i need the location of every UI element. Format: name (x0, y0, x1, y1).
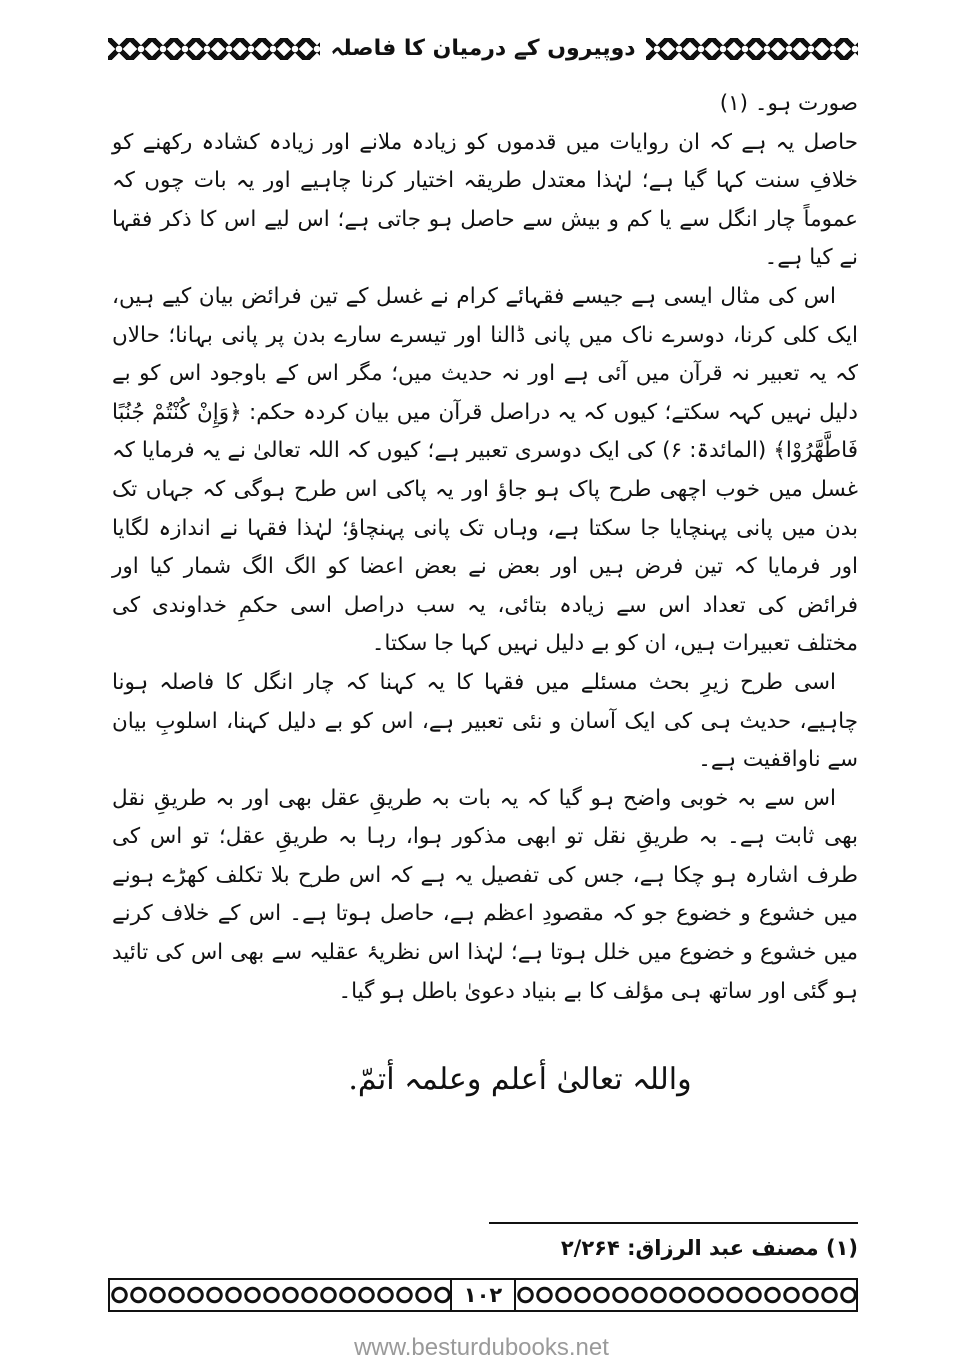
paragraph-4: اسی طرح زیرِ بحث مسئلے میں فقہا کا یہ کہنا کہ چار انگل کا فاصلہ ہونا چاہیے، حدیث ہی کی ایک آسان و نئی تعبیر ہے، اس کو بے دلیل کہنا، اسلوبِ بیان سے ناواقفیت ہے۔ (112, 669, 858, 773)
running-title: دوپیروں کے درمیان کا فاصلہ (330, 36, 636, 61)
footnote-rule (489, 1222, 858, 1224)
header-ornament-right (646, 38, 858, 60)
footnote: (۱) مصنف عبد الرزاق: ۲/۲۶۴ (560, 1236, 858, 1260)
footer-band (108, 1278, 858, 1312)
paragraph-1: صورت ہو۔ (۱) (719, 91, 858, 116)
paragraph-5: اس سے بہ خوبی واضح ہو گیا کہ یہ بات بہ طریقِ عقل بھی اور بہ طریقِ نقل بھی ثابت ہے۔ بہ طریقِ نقل تو ابھی مذکور ہوا، رہا بہ طریقِ عقل؛ تو اس کی طرف اشارہ ہو چکا ہے، جس کی تفصیل یہ ہے کہ اس طرح بلا تکلف کھڑے ہونے میں خشوع و خضوع جو کہ مقصودِ اعظم ہے، حاصل ہوتا ہے۔ اس کے خلاف کرنے میں خشوع و خضوع میں خلل ہوتا ہے؛ لہٰذا اس نظریۂ عقلیہ سے بھی اس کی تائید ہو گئی اور ساتھ ہی مؤلف کا بے بنیاد دعویٰ باطل ہو گیا۔ (112, 785, 858, 1004)
header-band (108, 32, 858, 66)
closing-formula: واللہ تعالیٰ أعلم وعلمہ أتمّ. (348, 1062, 692, 1097)
footer-ornament-right (516, 1280, 856, 1310)
paragraph-2: حاصل یہ ہے کہ ان روایات میں قدموں کو زیادہ ملانے اور زیادہ کشادہ رکھنے کو خلافِ سنت کہا گیا ہے؛ لہٰذا معتدل طریقہ اختیار کرنا چاہیے اور یہ بات چوں کہ عموماً چار انگل سے یا کم و بیش سے حاصل ہو جاتی ہے؛ اس لیے اس کا ذکر فقہا نے کیا ہے۔ (112, 129, 858, 271)
page-number: ۱۰۲ (450, 1280, 516, 1310)
footer-ornament-left (110, 1280, 450, 1310)
body-text (112, 85, 858, 1011)
watermark: www.besturdubooks.net (354, 1334, 609, 1361)
paragraph-3: اس کی مثال ایسی ہے جیسے فقہائے کرام نے غسل کے تین فرائض بیان کیے ہیں، ایک کلی کرنا، دوسرے ناک میں پانی ڈالنا اور تیسرے سارے بدن پر پانی بہانا؛ حالاں کہ یہ تعبیر نہ قرآن میں آئی ہے اور نہ حدیث میں؛ مگر اس کے باوجود اس کو بے دلیل نہیں کہہ سکتے؛ کیوں کہ یہ دراصل قرآن میں بیان کردہ حکم: ﴿وَإِنْ كُنْتُمْ جُنُبًا فَاطَّهَّرُوْا﴾ (المائدۃ: ۶) کی ایک دوسری تعبیر ہے؛ کیوں کہ اللہ تعالیٰ نے یہ فرمایا کہ غسل میں خوب اچھی طرح پاک ہو جاؤ اور یہ پاکی اس طرح ہوگی کہ جہاں تک بدن میں پانی پہنچایا جا سکتا ہے، وہاں تک پانی پہنچاؤ؛ لہٰذا فقہا نے اندازہ لگایا اور فرمایا کہ تین فرض ہیں اور بعض نے بعض اعضا کو الگ الگ شمار کیا اور فرائض کی تعداد اس سے زیادہ بتائی، یہ سب دراصل اسی حکمِ خداوندی کی مختلف تعبیرات ہیں، ان کو بے دلیل نہیں کہا جا سکتا۔ (112, 283, 858, 657)
header-ornament-left (108, 38, 320, 60)
